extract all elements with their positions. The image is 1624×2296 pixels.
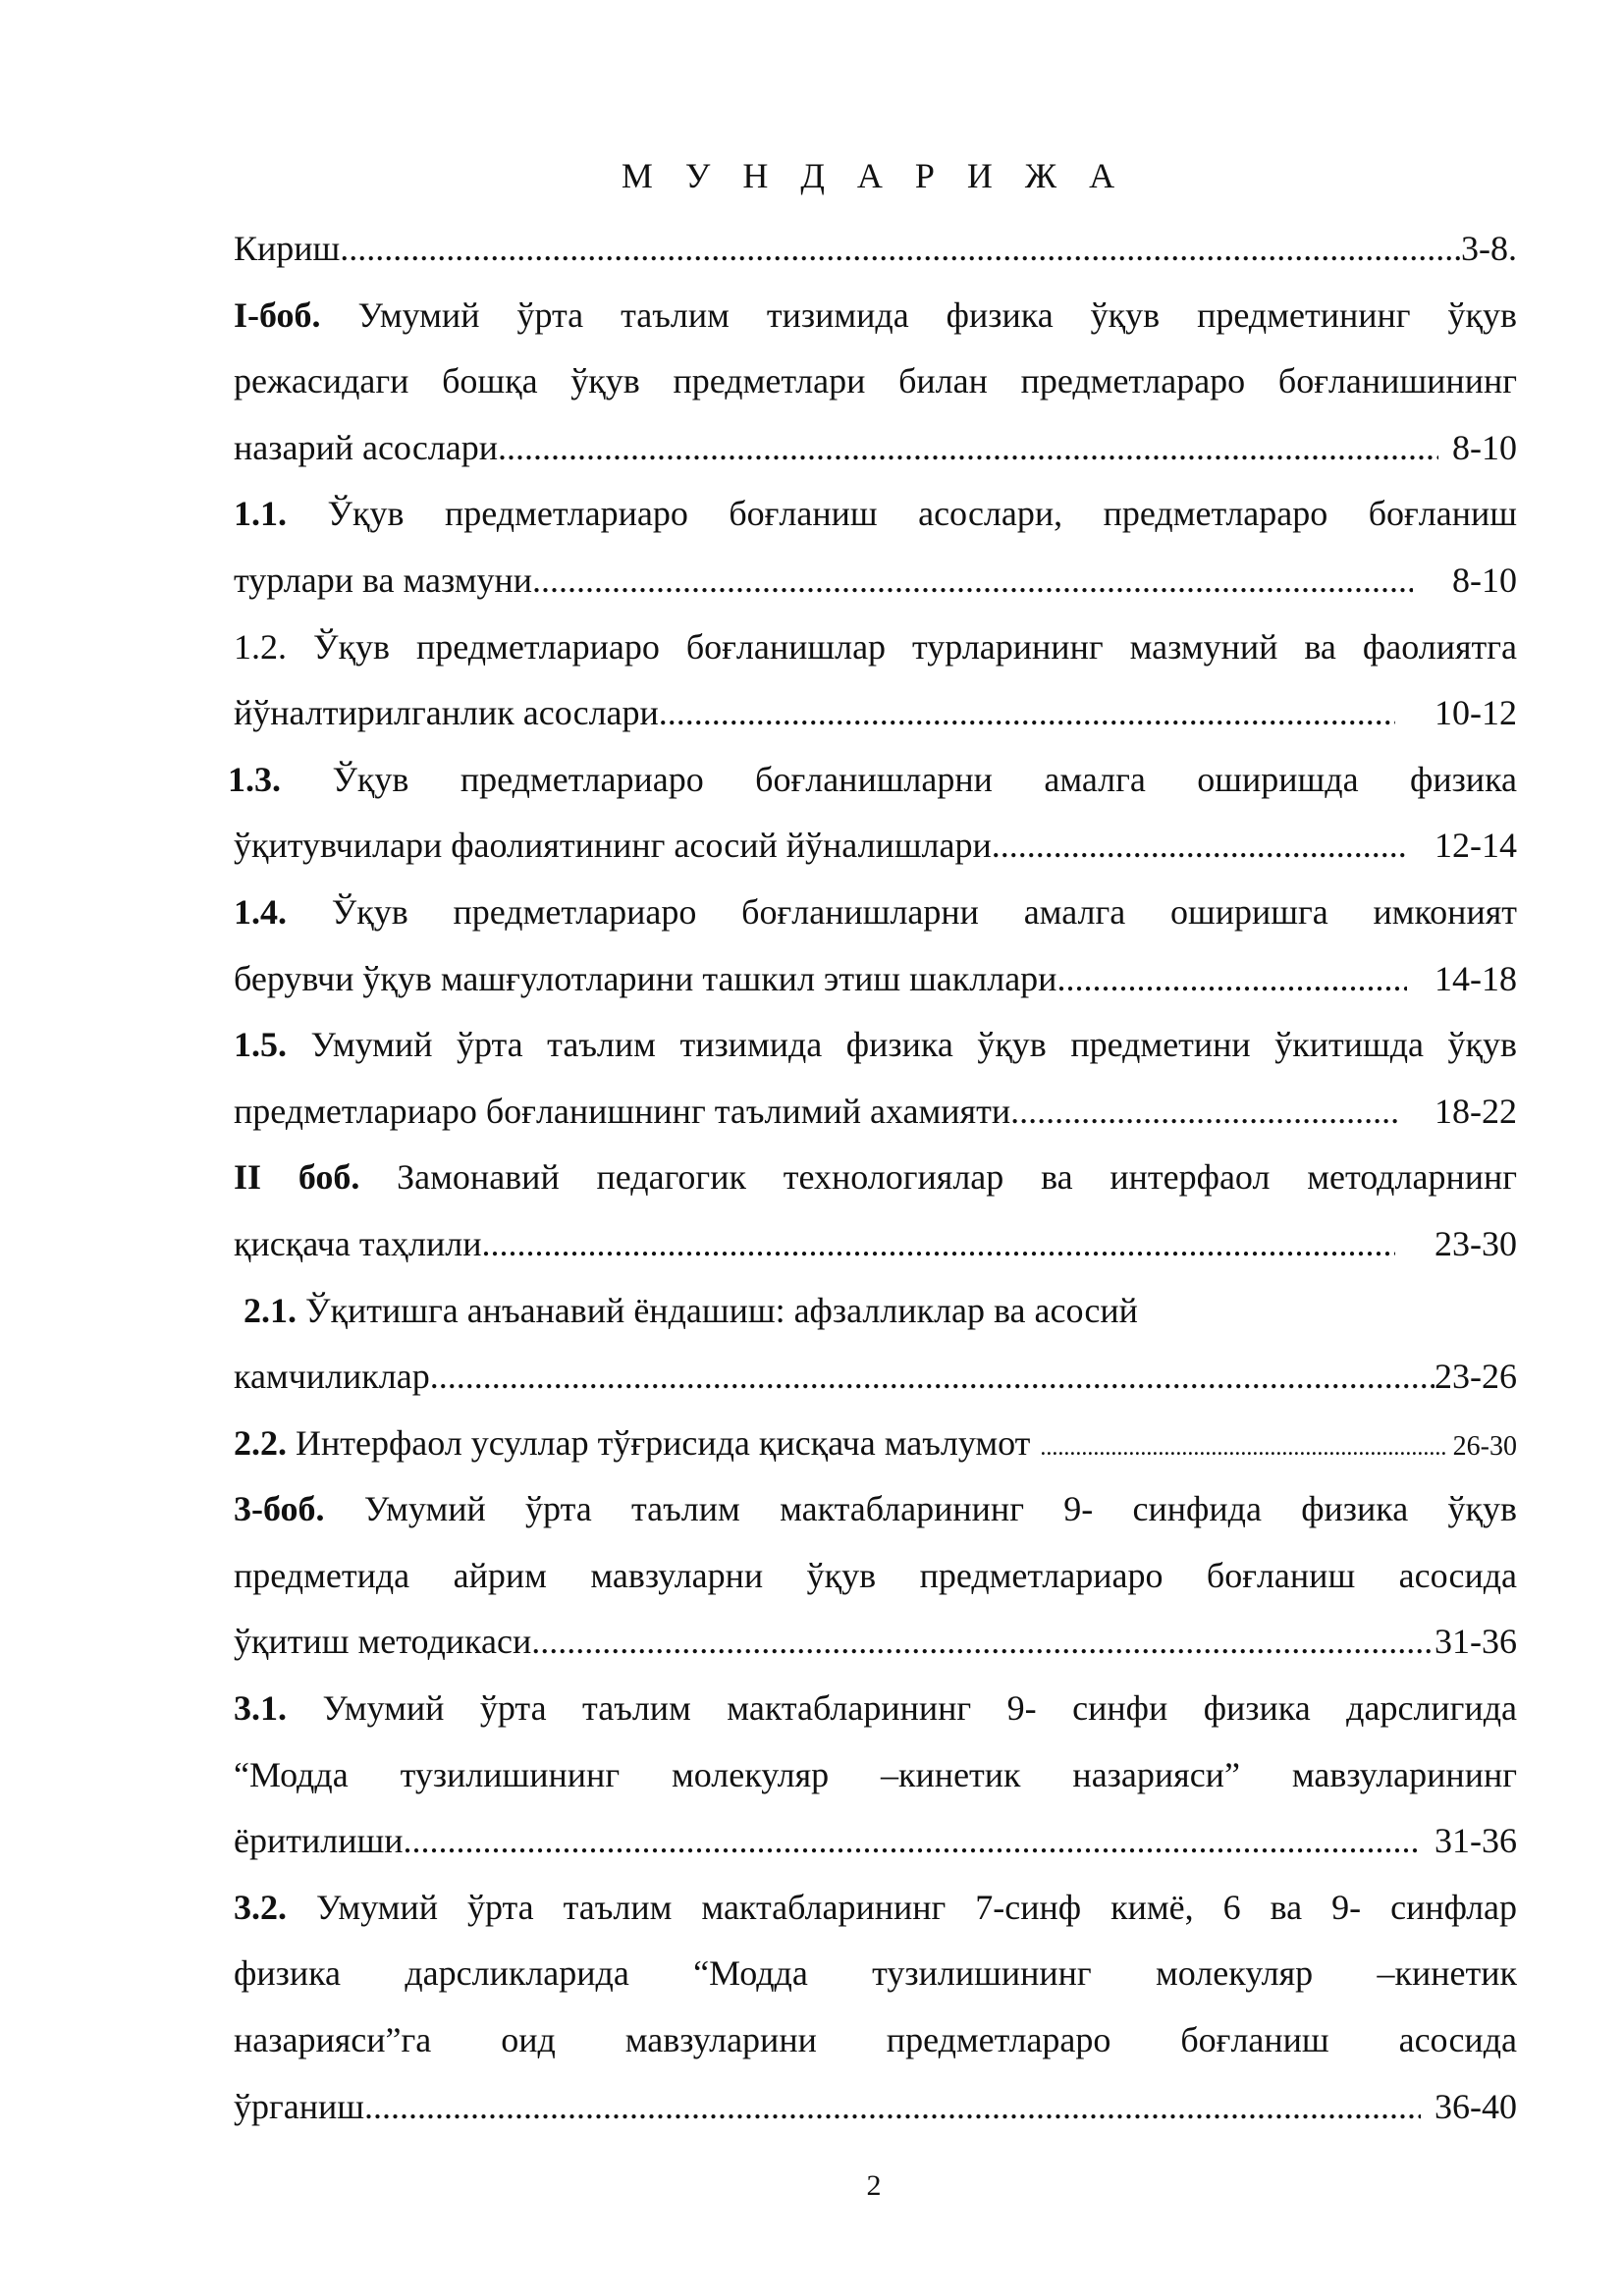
dot-leader bbox=[340, 216, 1461, 283]
toc-entry-2-2 bbox=[234, 1411, 1517, 1477]
dot-leader bbox=[1030, 1415, 1446, 1477]
dot-leader bbox=[430, 1344, 1435, 1411]
entry-page: 12-14 bbox=[1435, 826, 1517, 866]
entry-label: 2.2. bbox=[234, 1422, 287, 1463]
toc-list bbox=[228, 216, 1517, 2140]
toc-entry-1-2-line2 bbox=[234, 680, 1517, 747]
toc-entry-2-1-line1 bbox=[234, 1278, 1517, 1345]
toc-entry-1-2-line1 bbox=[234, 614, 1517, 681]
entry-text: Кириш bbox=[234, 229, 341, 268]
entry-page: 14-18 bbox=[1435, 958, 1517, 998]
entry-text: Ўқув предметлариаро боғланиш асослари, предметлараро боғланиш bbox=[327, 494, 1517, 534]
entry-page: 8-10 bbox=[1452, 560, 1517, 600]
entry-text: Умумий ўрта таълим мактабларининг 7-синф кимё, 6 ва 9- синфлар bbox=[316, 1887, 1517, 1927]
entry-label: 1.4. bbox=[234, 891, 287, 932]
toc-entry-1-1-line2 bbox=[234, 548, 1517, 614]
toc-entry-1-3-line2 bbox=[234, 813, 1517, 880]
dot-leader bbox=[1056, 946, 1407, 1013]
entry-text: Замонавий педагогик технологиялар ва интерфаол методларнинг bbox=[397, 1157, 1517, 1198]
toc-entry-3-1-line1 bbox=[234, 1676, 1517, 1742]
entry-text: Ўқув предметлариаро боғланишларни амалга оширишда физика bbox=[332, 759, 1517, 799]
toc-title: М У Н Д А Р И Ж А bbox=[621, 156, 1127, 195]
entry-label: 1.2. bbox=[234, 626, 287, 667]
toc-entry-ch3-line1 bbox=[234, 1476, 1517, 1543]
toc-entry-1-4-line1 bbox=[234, 880, 1517, 946]
entry-text: режасидаги бошқа ўқув предметлари билан предметлараро боғланишининг bbox=[234, 361, 1517, 401]
toc-entry-ch3-line2 bbox=[234, 1543, 1517, 1610]
entry-page: 10-12 bbox=[1435, 693, 1517, 733]
entry-text: ўқитиш методикаси bbox=[234, 1622, 532, 1662]
entry-page: 8-10 bbox=[1452, 427, 1517, 467]
toc-entry-3-2-line4 bbox=[234, 2074, 1517, 2141]
entry-page: 31-36 bbox=[1435, 1622, 1517, 1662]
entry-text: камчиликлар bbox=[234, 1357, 430, 1397]
entry-text: Ўқитишга анъанавий ёндашиш: афзалликлар ва асосий bbox=[305, 1290, 1138, 1330]
entry-label: 1.5. bbox=[234, 1025, 287, 1065]
entry-text: қисқача таҳлили bbox=[234, 1223, 482, 1263]
entry-text: Ўқув предметлариаро боғланишларни амалга оширишга имконият bbox=[331, 891, 1517, 932]
entry-page: 23-30 bbox=[1435, 1223, 1517, 1263]
entry-text: Ўқув предметлариаро боғланишлар турларининг мазмуний ва фаолиятга bbox=[313, 626, 1517, 667]
entry-text: ўрганиш bbox=[234, 2086, 364, 2126]
entry-text: предметида айрим мавзуларни ўқув предметлариаро боғланиш асосида bbox=[234, 1555, 1517, 1595]
entry-text: Умумий ўрта таълим мактабларининг 9- синфида физика ўқув bbox=[363, 1489, 1517, 1529]
dot-leader bbox=[531, 1609, 1435, 1676]
entry-page: 26-30 bbox=[1452, 1430, 1517, 1462]
toc-entry-1-1-line1 bbox=[234, 481, 1517, 548]
toc-entry-1-4-line2 bbox=[234, 946, 1517, 1013]
toc-entry-3-2-line2 bbox=[234, 1941, 1517, 2007]
entry-page: 3-8. bbox=[1461, 229, 1517, 268]
toc-entry-3-2-line3 bbox=[234, 2007, 1517, 2074]
entry-text: турлари ва мазмуни bbox=[234, 560, 533, 600]
entry-text: назарий асослари bbox=[234, 427, 499, 467]
dot-leader bbox=[532, 548, 1413, 614]
toc-entry-2-1-line2 bbox=[234, 1344, 1517, 1411]
dot-leader bbox=[403, 1808, 1421, 1875]
dot-leader bbox=[364, 2074, 1421, 2141]
entry-page: 23-26 bbox=[1435, 1357, 1517, 1397]
entry-label: I-боб. bbox=[234, 294, 321, 335]
entry-text: предметлариаро боғланишнинг таълимий ахамияти bbox=[234, 1091, 1011, 1131]
toc-entry-1-5-line2 bbox=[234, 1079, 1517, 1146]
entry-page: 18-22 bbox=[1435, 1091, 1517, 1131]
entry-text: берувчи ўқув машғулотларини ташкил этиш шакллари bbox=[234, 958, 1057, 998]
entry-text: Интерфаол усуллар тўғрисида қисқача маълумот bbox=[296, 1422, 1031, 1463]
entry-text: физика дарсликларида “Модда тузилишининг молекуляр –кинетик bbox=[234, 1953, 1517, 1994]
toc-entry-3-1-line2 bbox=[234, 1742, 1517, 1809]
entry-label: 1.3. bbox=[228, 759, 281, 799]
toc-entry-intro bbox=[234, 216, 1517, 283]
toc-entry-3-1-line3 bbox=[234, 1808, 1517, 1875]
entry-label: 3.2. bbox=[234, 1887, 287, 1927]
entry-text: Умумий ўрта таълим тизимида физика ўқув предметини ўкитишда ўқув bbox=[310, 1025, 1517, 1065]
toc-entry-ch1-line3 bbox=[234, 415, 1517, 482]
entry-label: II боб. bbox=[234, 1157, 360, 1198]
entry-text: ёритилиши bbox=[234, 1821, 404, 1861]
entry-page: 31-36 bbox=[1435, 1821, 1517, 1861]
entry-label: 3-боб. bbox=[234, 1489, 325, 1529]
dot-leader bbox=[498, 415, 1438, 482]
dot-leader bbox=[659, 680, 1395, 747]
dot-leader bbox=[481, 1211, 1395, 1278]
page-number: 2 bbox=[866, 2169, 882, 2202]
toc-entry-1-3-line1 bbox=[228, 747, 1517, 814]
entry-label: 1.1. bbox=[234, 494, 287, 534]
toc-entry-ch3-line3 bbox=[234, 1609, 1517, 1676]
toc-entry-ch1-line1 bbox=[234, 283, 1517, 349]
entry-text: “Модда тузилишининг молекуляр –кинетик назарияси” мавзуларининг bbox=[234, 1754, 1517, 1794]
toc-entry-ch1-line2 bbox=[234, 348, 1517, 415]
toc-entry-ch2-line1 bbox=[234, 1145, 1517, 1211]
entry-label: 3.1. bbox=[234, 1688, 287, 1729]
entry-page: 36-40 bbox=[1435, 2086, 1517, 2126]
toc-entry-1-5-line1 bbox=[234, 1012, 1517, 1079]
entry-label: 2.1. bbox=[244, 1290, 297, 1330]
entry-text: назарияси”га оид мавзуларини предметлараро боғланиш асосида bbox=[234, 2020, 1517, 2060]
entry-text: Умумий ўрта таълим тизимида физика ўқув предметининг ўқув bbox=[357, 294, 1517, 335]
dot-leader bbox=[992, 813, 1405, 880]
dot-leader bbox=[1010, 1079, 1399, 1146]
toc-entry-3-2-line1 bbox=[234, 1875, 1517, 1942]
entry-text: ўқитувчилари фаолиятининг асосий йўналишлари bbox=[234, 826, 992, 866]
entry-text: Умумий ўрта таълим мактабларининг 9- синфи физика дарслигида bbox=[322, 1688, 1517, 1729]
toc-entry-ch2-line2 bbox=[234, 1211, 1517, 1278]
entry-text: йўналтирилганлик асослари bbox=[234, 693, 659, 733]
